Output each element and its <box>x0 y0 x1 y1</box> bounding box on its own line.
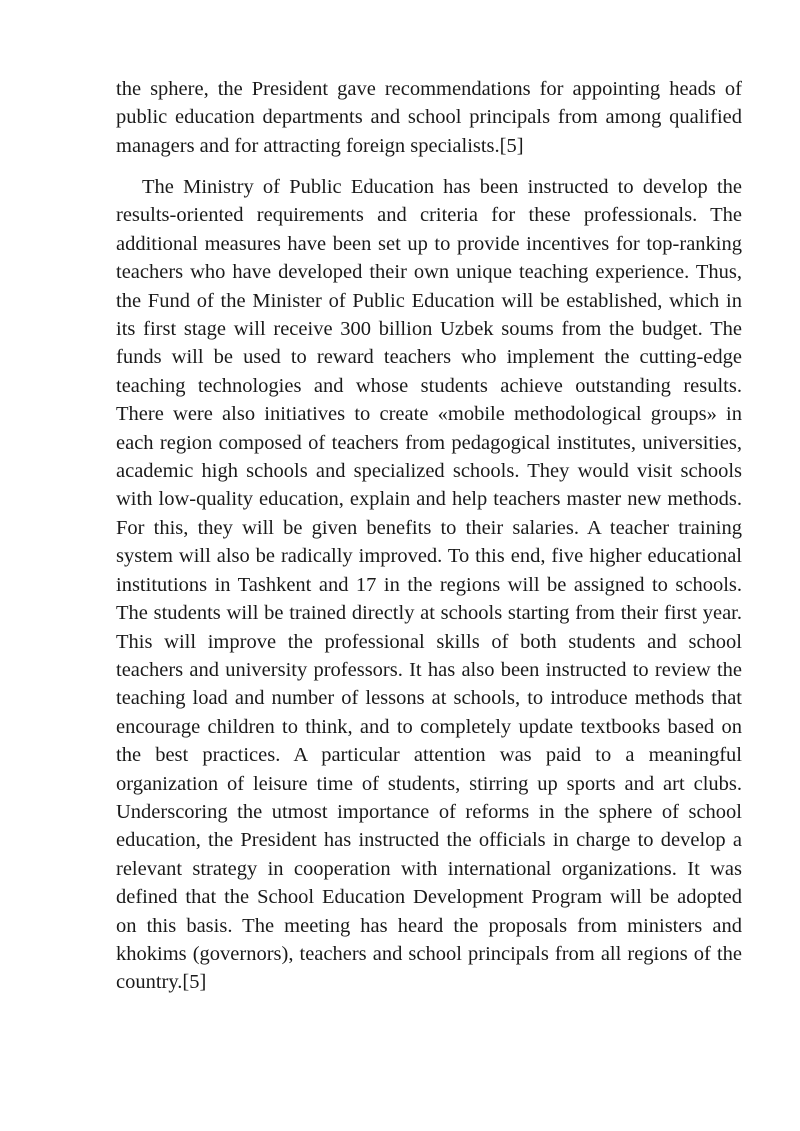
paragraph-ministry-measures: The Ministry of Public Education has been instructed to develop the results-oriented requirements and criteria for these professionals. The additional measures have been set up to provide incentives for top-ranking teachers who have developed their own unique teaching experience. Thus, the Fund of the Minister of Public Education will be established, which in its first stage will receive 300 billion Uzbek soums from the budget. The funds will be used to reward teachers who implement the cutting-edge teaching technologies and whose students achieve outstanding results. There were also initiatives to create «mobile methodological groups» in each region composed of teachers from pedagogical institutes, universities, academic high schools and specialized schools. They would visit schools with low-quality education, explain and help teachers master new methods. For this, they will be given benefits to their salaries. A teacher training system will also be radically improved. To this end, five higher educational institutions in Tashkent and 17 in the regions will be assigned to schools. The students will be trained directly at schools starting from their first year. This will improve the professional skills of both students and school teachers and university professors. It has also been instructed to review the teaching load and number of lessons at schools, to introduce methods that encourage children to think, and to completely update textbooks based on the best practices. A particular attention was paid to a meaningful organization of leisure time of students, stirring up sports and art clubs. Underscoring the utmost importance of reforms in the sphere of school education, the President has instructed the officials in charge to develop a relevant strategy in cooperation with international organizations. It was defined that the School Education Development Program will be adopted on this basis. The meeting has heard the proposals from ministers and khokims (governors), teachers and school principals from all regions of the country.[5] <box>116 176 742 994</box>
paragraph-continuation: the sphere, the President gave recommendations for appointing heads of public education departments and school principals from among qualified managers and for attracting foreign specialists.[5] <box>116 78 742 157</box>
